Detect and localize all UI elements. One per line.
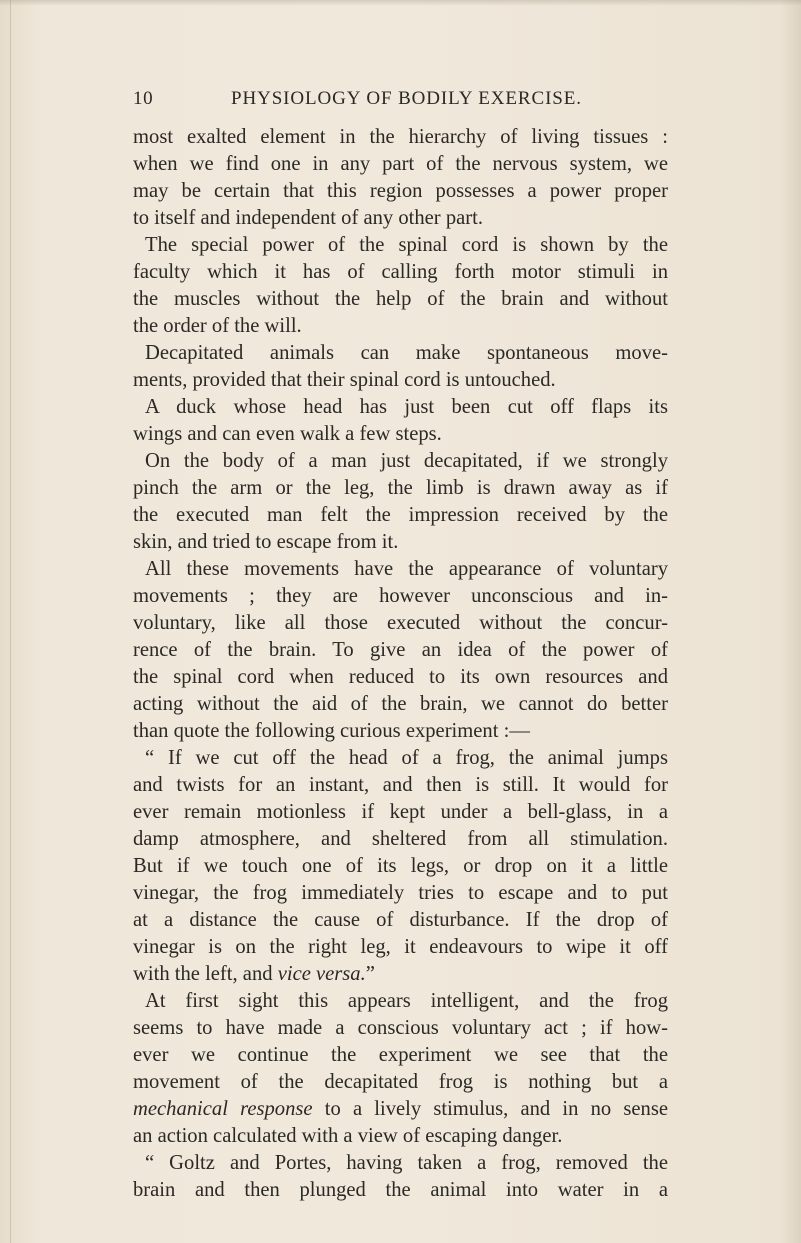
text-line: the executed man felt the impression received by the (133, 504, 668, 526)
text-line: the order of the will. (133, 315, 302, 337)
text-line: But if we touch one of its legs, or drop on it a little (133, 855, 668, 877)
text-line: “ If we cut off the head of a frog, the animal jumps (145, 747, 668, 769)
text-line: On the body of a man just decapitated, if we strongly (145, 450, 668, 472)
italic-phrase: mechanical response (133, 1098, 313, 1120)
body-text (133, 124, 668, 1204)
text-line: brain and then plunged the animal into water in a (133, 1179, 668, 1201)
running-head (133, 88, 668, 116)
text-line: wings and can even walk a few steps. (133, 423, 442, 445)
text-line: pinch the arm or the leg, the limb is drawn away as if (133, 477, 668, 499)
text-line: and twists for an instant, and then is still. It would for (133, 774, 668, 796)
text-line: acting without the aid of the brain, we cannot do better (133, 693, 668, 715)
page-edge (10, 0, 11, 1243)
text-line: vinegar, the frog immediately tries to escape and to put (133, 882, 668, 904)
text-line: damp atmosphere, and sheltered from all stimulation. (133, 828, 668, 850)
page-top-shadow (0, 0, 801, 6)
text-line: ever remain motionless if kept under a bell-glass, in a (133, 801, 668, 823)
text-line: vinegar is on the right leg, it endeavours to wipe it off (133, 936, 668, 958)
text-line: to itself and independent of any other part. (133, 207, 483, 229)
text-line: voluntary, like all those executed without the concur- (133, 612, 668, 634)
text-line: an action calculated with a view of escaping danger. (133, 1125, 563, 1147)
text-line: rence of the brain. To give an idea of the power of (133, 639, 668, 661)
text-line: faculty which it has of calling forth motor stimuli in (133, 261, 668, 283)
text-line: ments, provided that their spinal cord is untouched. (133, 369, 556, 391)
text-line: than quote the following curious experiment :— (133, 720, 530, 742)
text-line: most exalted element in the hierarchy of living tissues : (133, 126, 668, 148)
text-line: the spinal cord when reduced to its own resources and (133, 666, 668, 688)
page-number: 10 (133, 88, 154, 109)
text-line: ever we continue the experiment we see that the (133, 1044, 668, 1066)
text-line: at a distance the cause of disturbance. If the drop of (133, 909, 668, 931)
text-line: the muscles without the help of the brain and without (133, 288, 668, 310)
text-line: seems to have made a conscious voluntary act ; if how- (133, 1017, 668, 1039)
running-head-title: PHYSIOLOGY OF BODILY EXERCISE. (231, 88, 582, 109)
text-line: At first sight this appears intelligent, and the frog (145, 990, 668, 1012)
italic-phrase: vice versa. (277, 963, 366, 985)
text-segment: to a lively stimulus, and in no sense (312, 1098, 668, 1120)
text-line: skin, and tried to escape from it. (133, 531, 399, 553)
text-line: All these movements have the appearance of voluntary (145, 558, 668, 580)
text-line: movement of the decapitated frog is nothing but a (133, 1071, 668, 1093)
text-segment: with the left, and (133, 963, 278, 985)
text-line (133, 961, 668, 988)
text-segment: ” (365, 963, 375, 985)
text-line: when we find one in any part of the nervous system, we (133, 153, 668, 175)
text-line: “ Goltz and Portes, having taken a frog, removed the (145, 1152, 668, 1174)
text-line: A duck whose head has just been cut off flaps its (145, 396, 668, 418)
text-line: The special power of the spinal cord is shown by the (145, 234, 668, 256)
text-line (133, 1096, 668, 1123)
text-line: may be certain that this region possesses a power proper (133, 180, 668, 202)
text-line: movements ; they are however unconscious and in- (133, 585, 668, 607)
text-line: Decapitated animals can make spontaneous move- (145, 342, 668, 364)
